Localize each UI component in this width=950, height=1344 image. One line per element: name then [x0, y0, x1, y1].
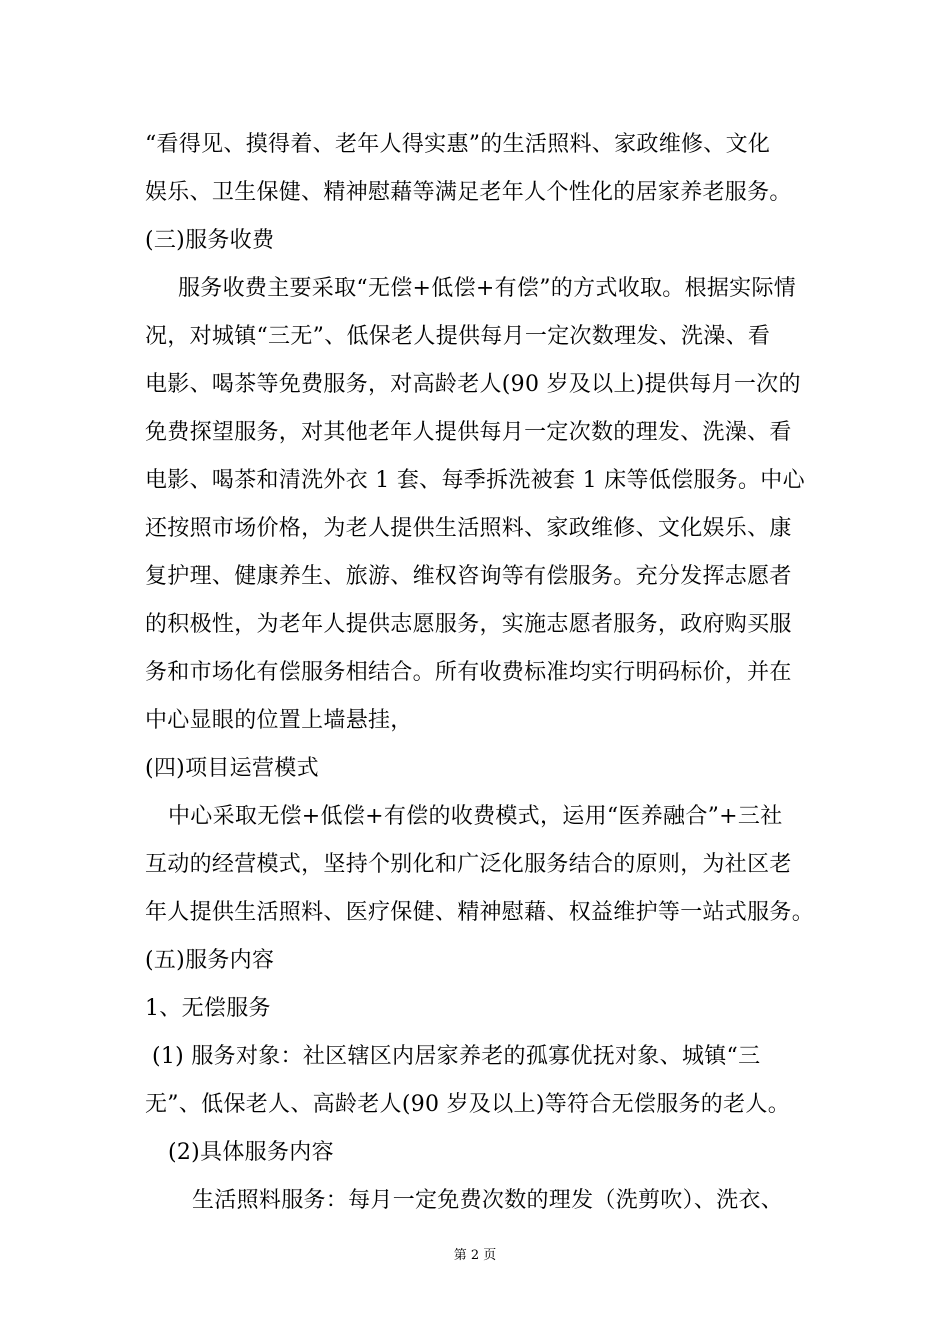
- section-heading: (五)服务内容: [145, 948, 275, 973]
- text-line: 无”、低保老人、高龄老人(90 岁及以上)等符合无偿服务的老人。: [145, 1092, 791, 1117]
- section-heading: (三)服务收费: [145, 228, 275, 253]
- text-line: 互动的经营模式，坚持个别化和广泛化服务结合的原则，为社区老: [145, 852, 792, 877]
- list-item: (1) 服务对象：社区辖区内居家养老的孤寡优抚对象、城镇“三: [152, 1044, 761, 1069]
- page-number: 第 2 页: [453, 1248, 497, 1263]
- paragraph-start: 服务收费主要采取“无偿+低偿+有偿”的方式收取。根据实际情: [178, 276, 797, 301]
- paragraph-start: 中心采取无偿+低偿+有偿的收费模式，运用“医养融合”+三社: [168, 804, 783, 829]
- text-line: 务和市场化有偿服务相结合。所有收费标准均实行明码标价，并在: [145, 660, 792, 685]
- text-line: 还按照市场价格，为老人提供生活照料、家政维修、文化娱乐、康: [145, 516, 792, 541]
- text-line: 年人提供生活照料、医疗保健、精神慰藉、权益维护等一站式服务。: [145, 900, 815, 925]
- paragraph-start: 生活照料服务：每月一定免费次数的理发（洗剪吹）、洗衣、: [192, 1188, 784, 1213]
- text-line: 中心显眼的位置上墙悬挂，: [145, 708, 413, 733]
- text-line: “看得见、摸得着、老年人得实惠”的生活照料、家政维修、文化: [145, 132, 771, 157]
- text-line: 况，对城镇“三无”、低保老人提供每月一定次数理发、洗澡、看: [145, 324, 771, 349]
- text-line: 免费探望服务，对其他老年人提供每月一定次数的理发、洗澡、看: [145, 420, 792, 445]
- list-item: (2)具体服务内容: [168, 1140, 334, 1165]
- text-line: 电影、喝茶等免费服务，对高龄老人(90 岁及以上)提供每月一次的: [145, 372, 801, 397]
- text-line: 复护理、健康养生、旅游、维权咨询等有偿服务。充分发挥志愿者: [145, 564, 792, 589]
- text-line: 娱乐、卫生保健、精神慰藉等满足老年人个性化的居家养老服务。: [145, 180, 792, 205]
- section-heading: (四)项目运营模式: [145, 756, 319, 781]
- text-line: 电影、喝茶和清洗外衣 1 套、每季拆洗被套 1 床等低偿服务。中心: [145, 468, 805, 493]
- subsection-heading: 1、无偿服务: [145, 996, 271, 1021]
- text-line: 的积极性，为老年人提供志愿服务，实施志愿者服务，政府购买服: [145, 612, 792, 637]
